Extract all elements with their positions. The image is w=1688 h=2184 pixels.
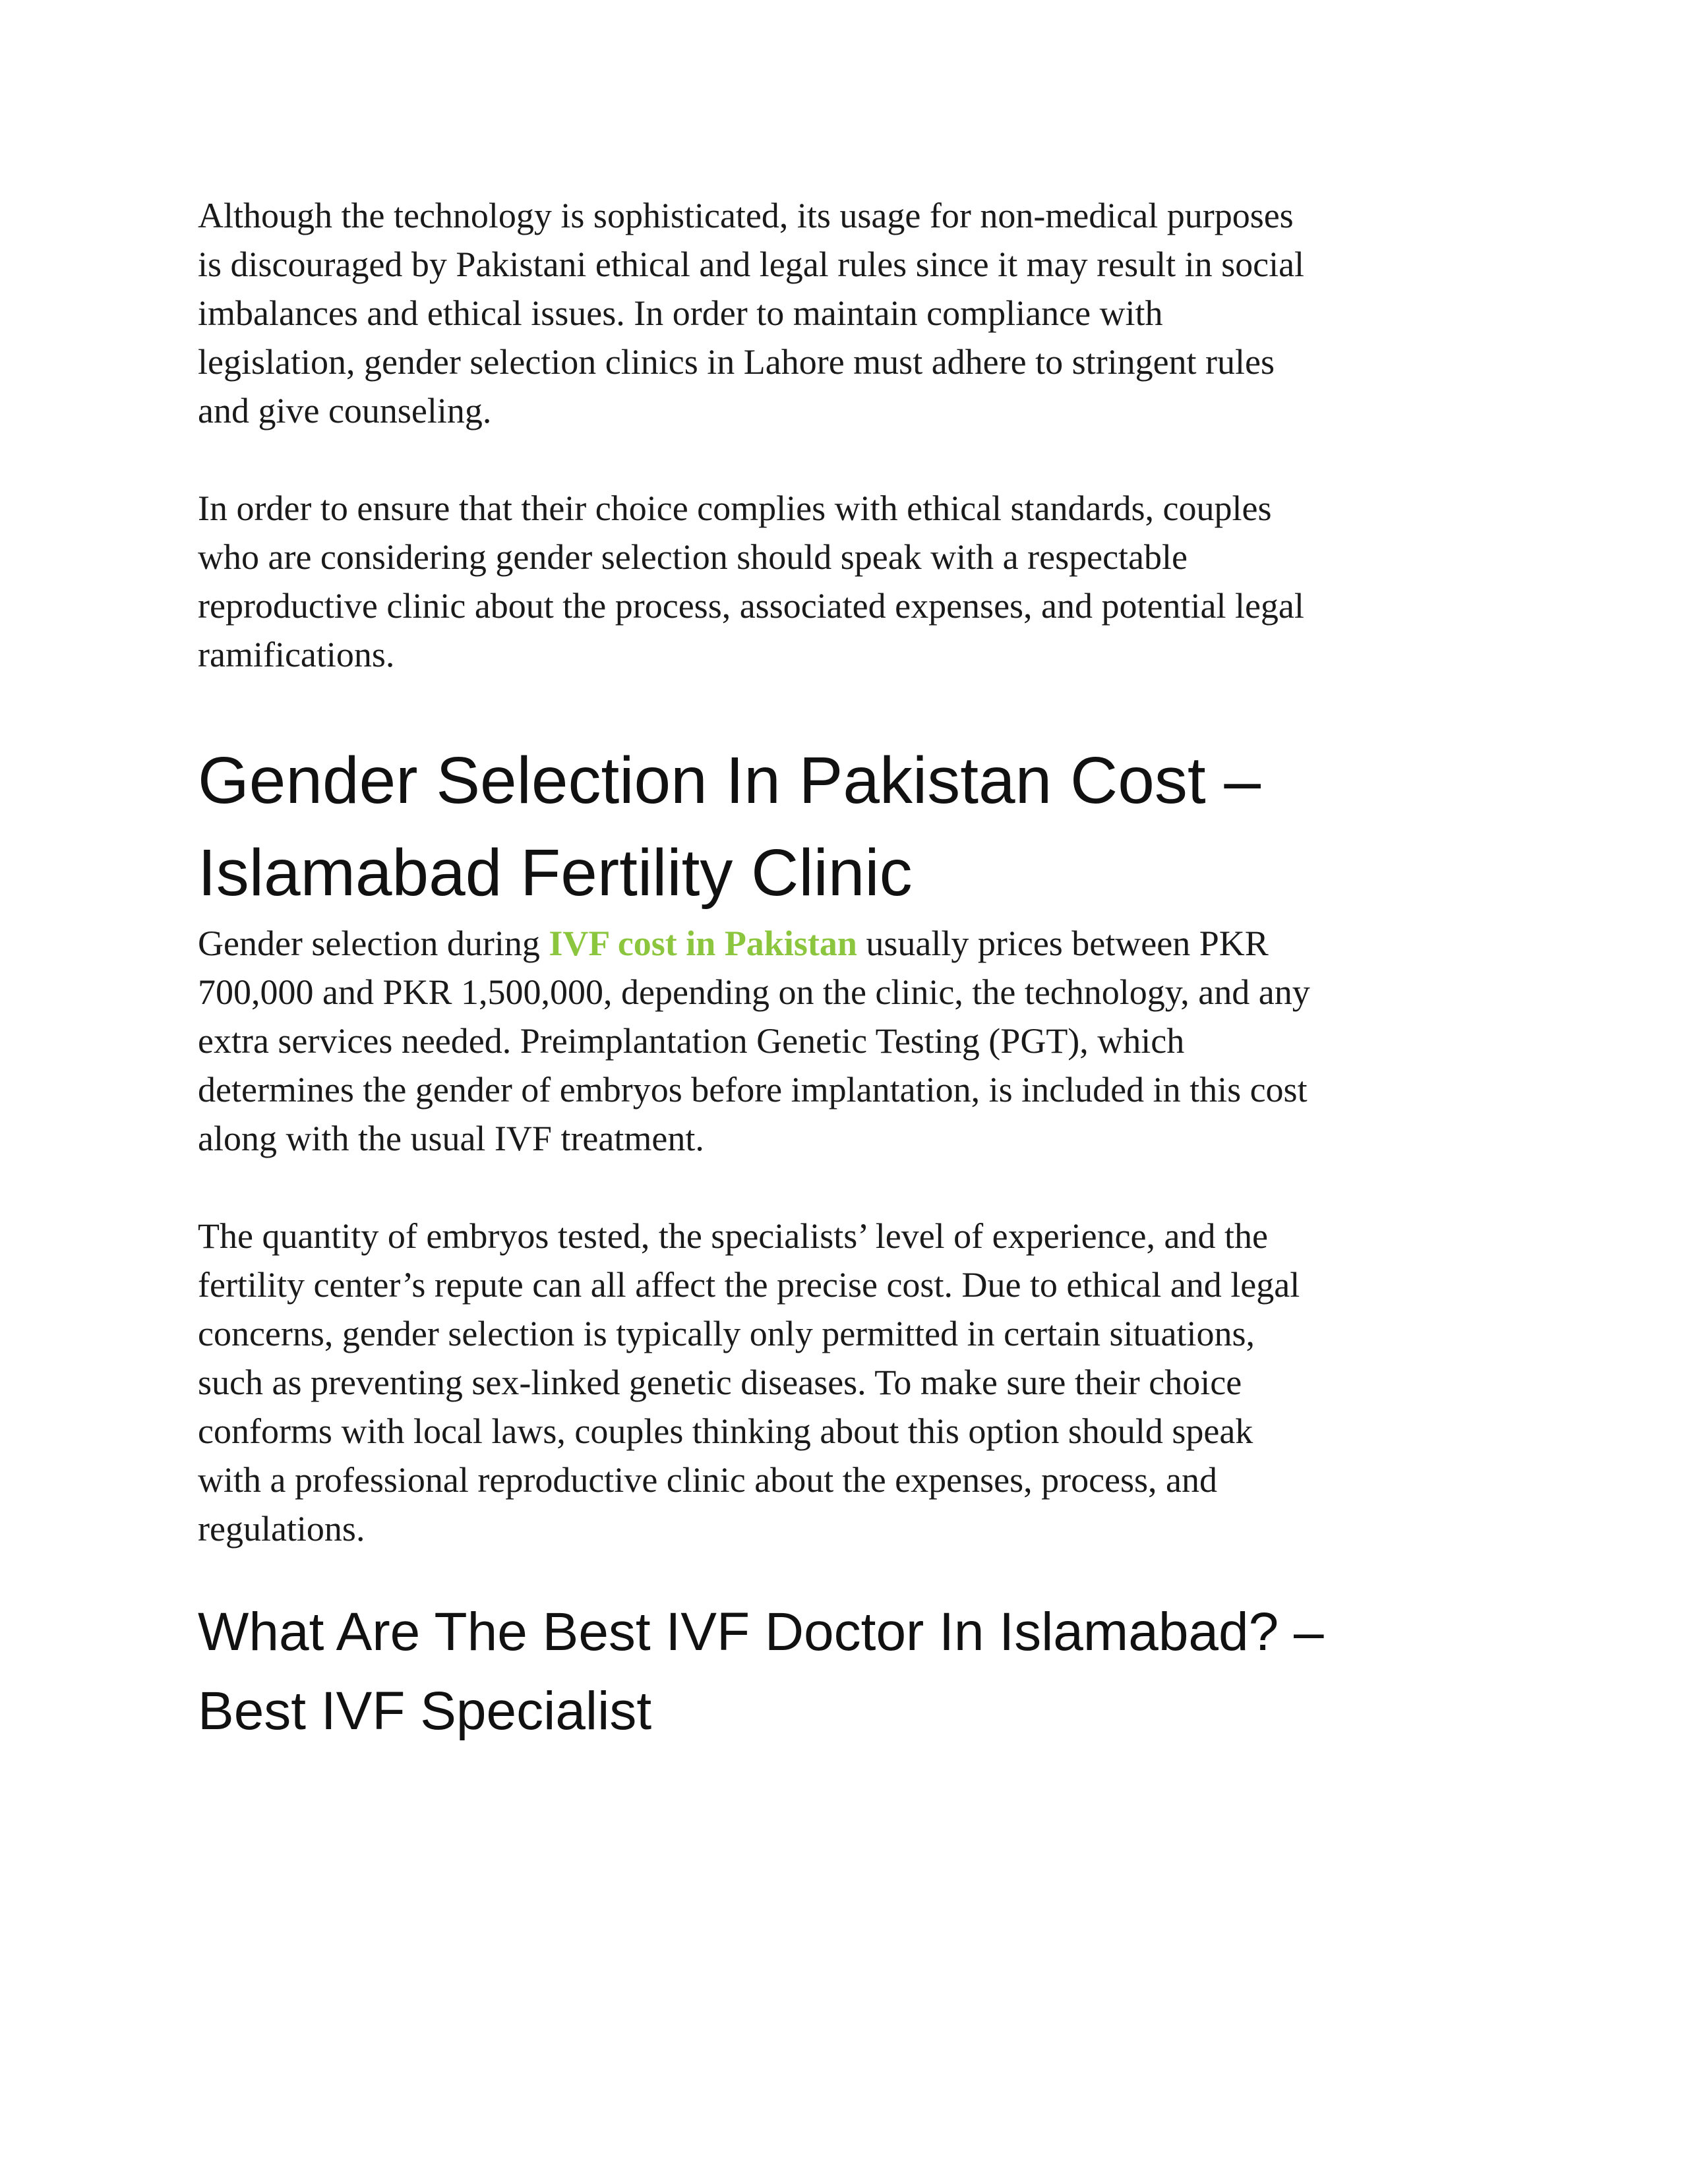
text-line: and give counseling. xyxy=(198,391,492,430)
text-line: conforms with local laws, couples thinking about this option should speak xyxy=(198,1411,1253,1451)
heading-line: Gender Selection In Pakistan Cost – xyxy=(198,744,1261,817)
heading-line: What Are The Best IVF Doctor In Islamabad? – xyxy=(198,1602,1324,1662)
text-line: with a professional reproductive clinic about the expenses, process, and xyxy=(198,1460,1218,1500)
text-line: fertility center’s repute can all affect the precise cost. Due to ethical and legal xyxy=(198,1265,1300,1305)
text-line: The quantity of embryos tested, the specialists’ level of experience, and the xyxy=(198,1216,1268,1256)
text-segment: usually prices between PKR xyxy=(857,924,1269,963)
text-line: Although the technology is sophisticated, its usage for non-medical purposes xyxy=(198,196,1294,235)
text-line: imbalances and ethical issues. In order to maintain compliance with xyxy=(198,293,1163,333)
heading-gender-selection-cost xyxy=(198,734,1490,919)
text-line: reproductive clinic about the process, associated expenses, and potential legal xyxy=(198,586,1304,626)
document-page xyxy=(198,191,1490,1751)
paragraph-couples-consult xyxy=(198,484,1490,679)
text-line: legislation, gender selection clinics in Lahore must adhere to stringent rules xyxy=(198,342,1275,382)
text-line: concerns, gender selection is typically only permitted in certain situations, xyxy=(198,1314,1255,1353)
text-line: along with the usual IVF treatment. xyxy=(198,1119,704,1158)
text-line: who are considering gender selection should speak with a respectable xyxy=(198,537,1188,577)
heading-best-ivf-doctor xyxy=(198,1593,1490,1751)
text-line: is discouraged by Pakistani ethical and legal rules since it may result in social xyxy=(198,245,1305,284)
paragraph-cost-range xyxy=(198,919,1490,1163)
heading-line: Islamabad Fertility Clinic xyxy=(198,836,913,910)
text-line: determines the gender of embryos before implantation, is included in this cost xyxy=(198,1070,1308,1109)
text-line: 700,000 and PKR 1,500,000, depending on the clinic, the technology, and any xyxy=(198,972,1310,1012)
text-line: extra services needed. Preimplantation Genetic Testing (PGT), which xyxy=(198,1021,1185,1061)
paragraph-technology-ethics xyxy=(198,191,1490,435)
paragraph-cost-factors xyxy=(198,1212,1490,1553)
text-line xyxy=(198,919,1490,968)
heading-line: Best IVF Specialist xyxy=(198,1681,652,1741)
text-line: ramifications. xyxy=(198,635,395,674)
text-segment: Gender selection during xyxy=(198,924,549,963)
ivf-cost-link[interactable]: IVF cost in Pakistan xyxy=(549,924,857,963)
text-line: regulations. xyxy=(198,1509,365,1549)
text-line: such as preventing sex-linked genetic diseases. To make sure their choice xyxy=(198,1363,1242,1402)
text-line: In order to ensure that their choice complies with ethical standards, couples xyxy=(198,488,1272,528)
